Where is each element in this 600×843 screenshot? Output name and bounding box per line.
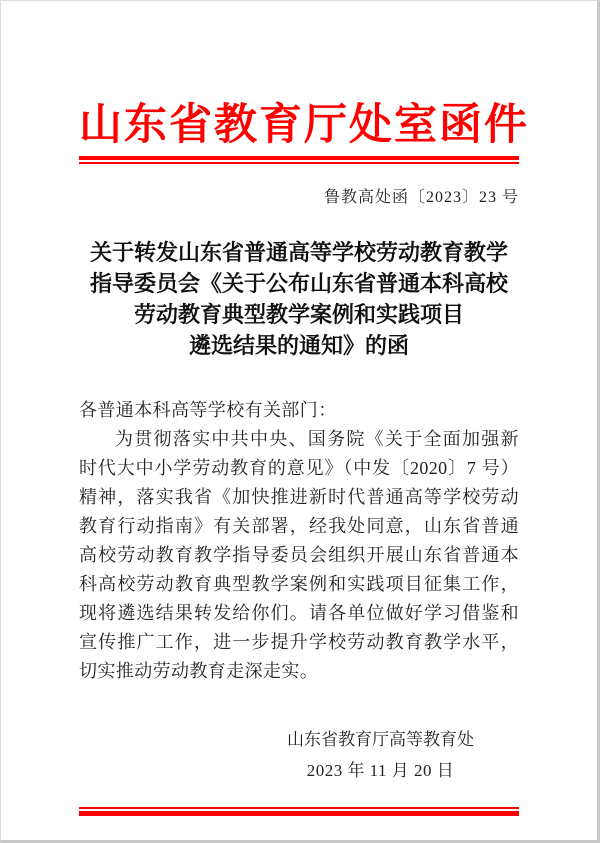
masthead-divider-rule [79,156,519,164]
footer-thick-line [79,811,519,816]
letter-body [79,396,519,686]
divider-thin-line [79,162,519,164]
subject-line-4: 遴选结果的通知》的函 [188,333,409,359]
signature-date: 2023 年 11 月 20 日 [306,761,455,781]
subject-title [79,237,519,361]
footer-divider-rule [79,807,519,816]
document-number: 鲁教高处函〔2023〕23 号 [323,189,519,207]
letter-content [1,102,597,816]
salutation: 各普通本科高等学校有关部门： [79,400,337,421]
signature-block [287,730,474,781]
masthead-title: 山东省教育厅处室函件 [79,102,529,149]
subject-line-1: 关于转发山东省普通高等学校劳动教育教学 [89,240,508,266]
signing-department: 山东省教育厅高等教育处 [287,730,474,750]
subject-line-2: 指导委员会《关于公布山东省普通本科高校 [89,271,508,297]
body-paragraph: 为贯彻落实中共中央、国务院《关于全面加强新时代大中小学劳动教育的意见》（中发〔2020〕7 号）精神，落实我省《加快推进新时代普通高等学校劳动教育行动指南》有关部署，经我处同意，山东省普通高校劳动教育教学指导委员会组织开展山东省普通本科高校劳动教育典型教学案例和实践项目征集工作，现将遴选结果转发给你们。请各单位做好学习借鉴和宣传推广工作，进一步提升学校劳动教育教学水平，切实推动劳动教育走深走实。 [79,429,519,682]
subject-line-3: 劳动教育典型教学案例和实践项目 [133,302,464,328]
